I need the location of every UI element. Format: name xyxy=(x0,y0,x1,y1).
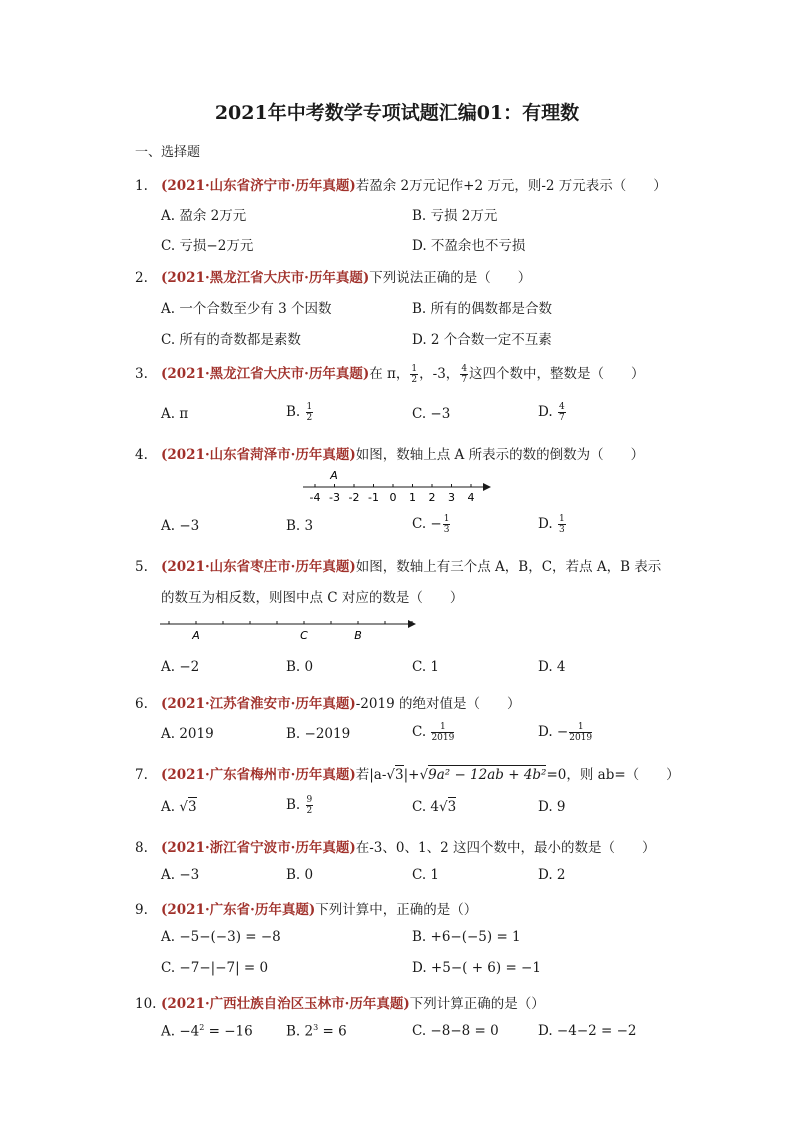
q2-option-c[interactable]: C. 所有的奇数都是素数 xyxy=(161,332,301,348)
q5-option-c[interactable]: C. 1 xyxy=(412,659,440,675)
point-a-label: A xyxy=(330,469,338,482)
fraction: $\frac{1}{2}$ xyxy=(411,364,418,385)
q10-option-b[interactable]: B. $2^3 = 6$ xyxy=(286,1023,347,1040)
q1-option-b[interactable]: B. 亏损 2万元 xyxy=(412,208,498,224)
q7-option-a[interactable]: A. √3 xyxy=(161,799,197,815)
q8-option-c[interactable]: C. 1 xyxy=(412,867,440,883)
document-title: 2021年中考数学专项试题汇编01：有理数 xyxy=(214,102,580,124)
q10-option-d[interactable]: D. −4−2 = −2 xyxy=(538,1023,637,1039)
q2-option-b[interactable]: B. 所有的偶数都是合数 xyxy=(412,301,553,317)
source-tag: (2021·广东省梅州市·历年真题) xyxy=(161,767,356,783)
q5-option-b[interactable]: B. 0 xyxy=(286,659,314,675)
question-2: 2. (2021·黑龙江省大庆市·历年真题)下列说法正确的是（ ） xyxy=(135,270,532,286)
q6-option-b[interactable]: B. −2019 xyxy=(286,726,351,742)
tick-label: 4 xyxy=(467,491,475,504)
source-tag: (2021·黑龙江省大庆市·历年真题) xyxy=(161,270,370,286)
question-5: 5. (2021·山东省枣庄市·历年真题)如图，数轴上有三个点 A，B，C，若点 A，B 表示 xyxy=(135,559,662,575)
q9-option-d[interactable]: D. +5−( + 6) = −1 xyxy=(412,960,541,976)
q6-option-a[interactable]: A. 2019 xyxy=(161,726,214,742)
point-a-label: A xyxy=(192,629,200,642)
section-heading: 一、选择题 xyxy=(135,145,201,160)
tick-label: -2 xyxy=(348,491,360,504)
question-9: 9. (2021·广东省·历年真题)下列计算中，正确的是（） xyxy=(135,902,478,918)
question-text: 如图，数轴上点 A 所表示的数的倒数为（ ） xyxy=(355,447,645,463)
q2-option-a[interactable]: A. 一个合数至少有 3 个因数 xyxy=(161,301,332,317)
q7-option-c[interactable]: C. 4√3 xyxy=(412,799,457,815)
q4-option-b[interactable]: B. 3 xyxy=(286,518,314,534)
question-8: 8. (2021·浙江省宁波市·历年真题)在-3、0、1、2 这四个数中，最小的数是（ ） xyxy=(135,840,656,856)
q9-option-b[interactable]: B. +6−(−5) = 1 xyxy=(412,929,521,945)
source-tag: (2021·山东省菏泽市·历年真题) xyxy=(161,447,356,463)
source-tag: (2021·广东省·历年真题) xyxy=(161,902,316,918)
question-3: 3. (2021·黑龙江省大庆市·历年真题)在 π， $\frac{1}{2}$ ，-3， $\frac{4}{7}$ 这四个数中，整数是（ ） xyxy=(135,364,645,385)
tick-label: 1 xyxy=(409,491,416,504)
q1-option-c[interactable]: C. 亏损−2万元 xyxy=(161,238,254,254)
q8-option-a[interactable]: A. −3 xyxy=(161,867,200,883)
q8-option-d[interactable]: D. 2 xyxy=(538,867,566,883)
question-5-line-2: 的数互为相反数，则图中点 C 对应的数是（ ） xyxy=(161,590,464,606)
q1-option-d[interactable]: D. 不盈余也不亏损 xyxy=(412,238,526,254)
tick-label: -3 xyxy=(329,491,340,504)
question-text: 下列计算中，正确的是（） xyxy=(315,902,478,918)
q6-option-c[interactable]: C. $\frac{1}{2019}$ xyxy=(412,722,455,743)
q4-option-a[interactable]: A. −3 xyxy=(161,518,200,534)
question-text: 下列说法正确的是（ ） xyxy=(369,270,532,286)
tick-label: 0 xyxy=(389,491,397,504)
question-text: -2019 的绝对值是（ ） xyxy=(355,696,521,712)
q3-option-a[interactable]: A. π xyxy=(161,406,189,422)
source-tag: (2021·广西壮族自治区玉林市·历年真题) xyxy=(161,996,410,1012)
q1-option-a[interactable]: A. 盈余 2万元 xyxy=(161,208,247,224)
point-b-label: B xyxy=(354,629,362,642)
q3-option-d[interactable]: D. $\frac{4}{7}$ xyxy=(538,402,565,423)
source-tag: (2021·浙江省宁波市·历年真题) xyxy=(161,840,356,856)
q4-option-c[interactable]: C. − $\frac{1}{3}$ xyxy=(412,514,450,535)
q6-option-d[interactable]: D. − $\frac{1}{2019}$ xyxy=(538,722,593,743)
q5-option-a[interactable]: A. −2 xyxy=(161,659,200,675)
arrow-head xyxy=(483,483,491,491)
question-6: 6. (2021·江苏省淮安市·历年真题)-2019 的绝对值是（ ） xyxy=(135,696,521,712)
number-line-figure xyxy=(295,466,495,506)
q10-option-c[interactable]: C. −8−8 = 0 xyxy=(412,1023,499,1039)
question-text: 在-3、0、1、2 这四个数中，最小的数是（ ） xyxy=(355,840,656,856)
question-text: 如图，数轴上有三个点 A，B，C，若点 A，B 表示 xyxy=(355,559,662,575)
q8-option-b[interactable]: B. 0 xyxy=(286,867,314,883)
q7-option-d[interactable]: D. 9 xyxy=(538,799,566,815)
point-c-label: C xyxy=(300,629,308,642)
q2-option-d[interactable]: D. 2 个合数一定不互素 xyxy=(412,332,552,348)
tick-label: -4 xyxy=(309,491,321,504)
source-tag: (2021·山东省济宁市·历年真题) xyxy=(161,178,356,194)
source-tag: (2021·山东省枣庄市·历年真题) xyxy=(161,559,356,575)
question-7: 7. (2021·广东省梅州市·历年真题)若|a-√3|+√9a² − 12ab + 4b²=0，则 ab=（ ） xyxy=(135,767,680,783)
fraction: $\frac{4}{7}$ xyxy=(461,364,468,385)
tick-label: 2 xyxy=(428,491,436,504)
source-tag: (2021·黑龙江省大庆市·历年真题) xyxy=(161,366,370,382)
question-text: 下列计算正确的是（） xyxy=(409,996,545,1012)
q7-option-b[interactable]: B. $\frac{9}{2}$ xyxy=(286,795,313,816)
question-4: 4. (2021·山东省菏泽市·历年真题)如图，数轴上点 A 所表示的数的倒数为（ ） xyxy=(135,447,645,463)
question-1: 1. (2021·山东省济宁市·历年真题)若盈余 2万元记作+2 万元，则-2 万元表示（ ） xyxy=(135,178,667,194)
question-text: 若盈余 2万元记作+2 万元，则-2 万元表示（ ） xyxy=(355,178,667,194)
tick-label: 3 xyxy=(448,491,455,504)
tick-label: -1 xyxy=(368,491,379,504)
q9-option-a[interactable]: A. −5−(−3) = −8 xyxy=(161,929,281,945)
q5-option-d[interactable]: D. 4 xyxy=(538,659,566,675)
question-10: 10. (2021·广西壮族自治区玉林市·历年真题)下列计算正确的是（） xyxy=(135,996,545,1012)
source-tag: (2021·江苏省淮安市·历年真题) xyxy=(161,696,356,712)
q3-option-b[interactable]: B. $\frac{1}{2}$ xyxy=(286,402,313,423)
q10-option-a[interactable]: A. $-4^2 = -16$ xyxy=(161,1023,253,1040)
number-line-figure-2 xyxy=(158,614,420,644)
q4-option-d[interactable]: D. $\frac{1}{3}$ xyxy=(538,514,565,535)
q3-option-c[interactable]: C. −3 xyxy=(412,406,451,422)
q9-option-c[interactable]: C. −7−|−7| = 0 xyxy=(161,960,269,976)
